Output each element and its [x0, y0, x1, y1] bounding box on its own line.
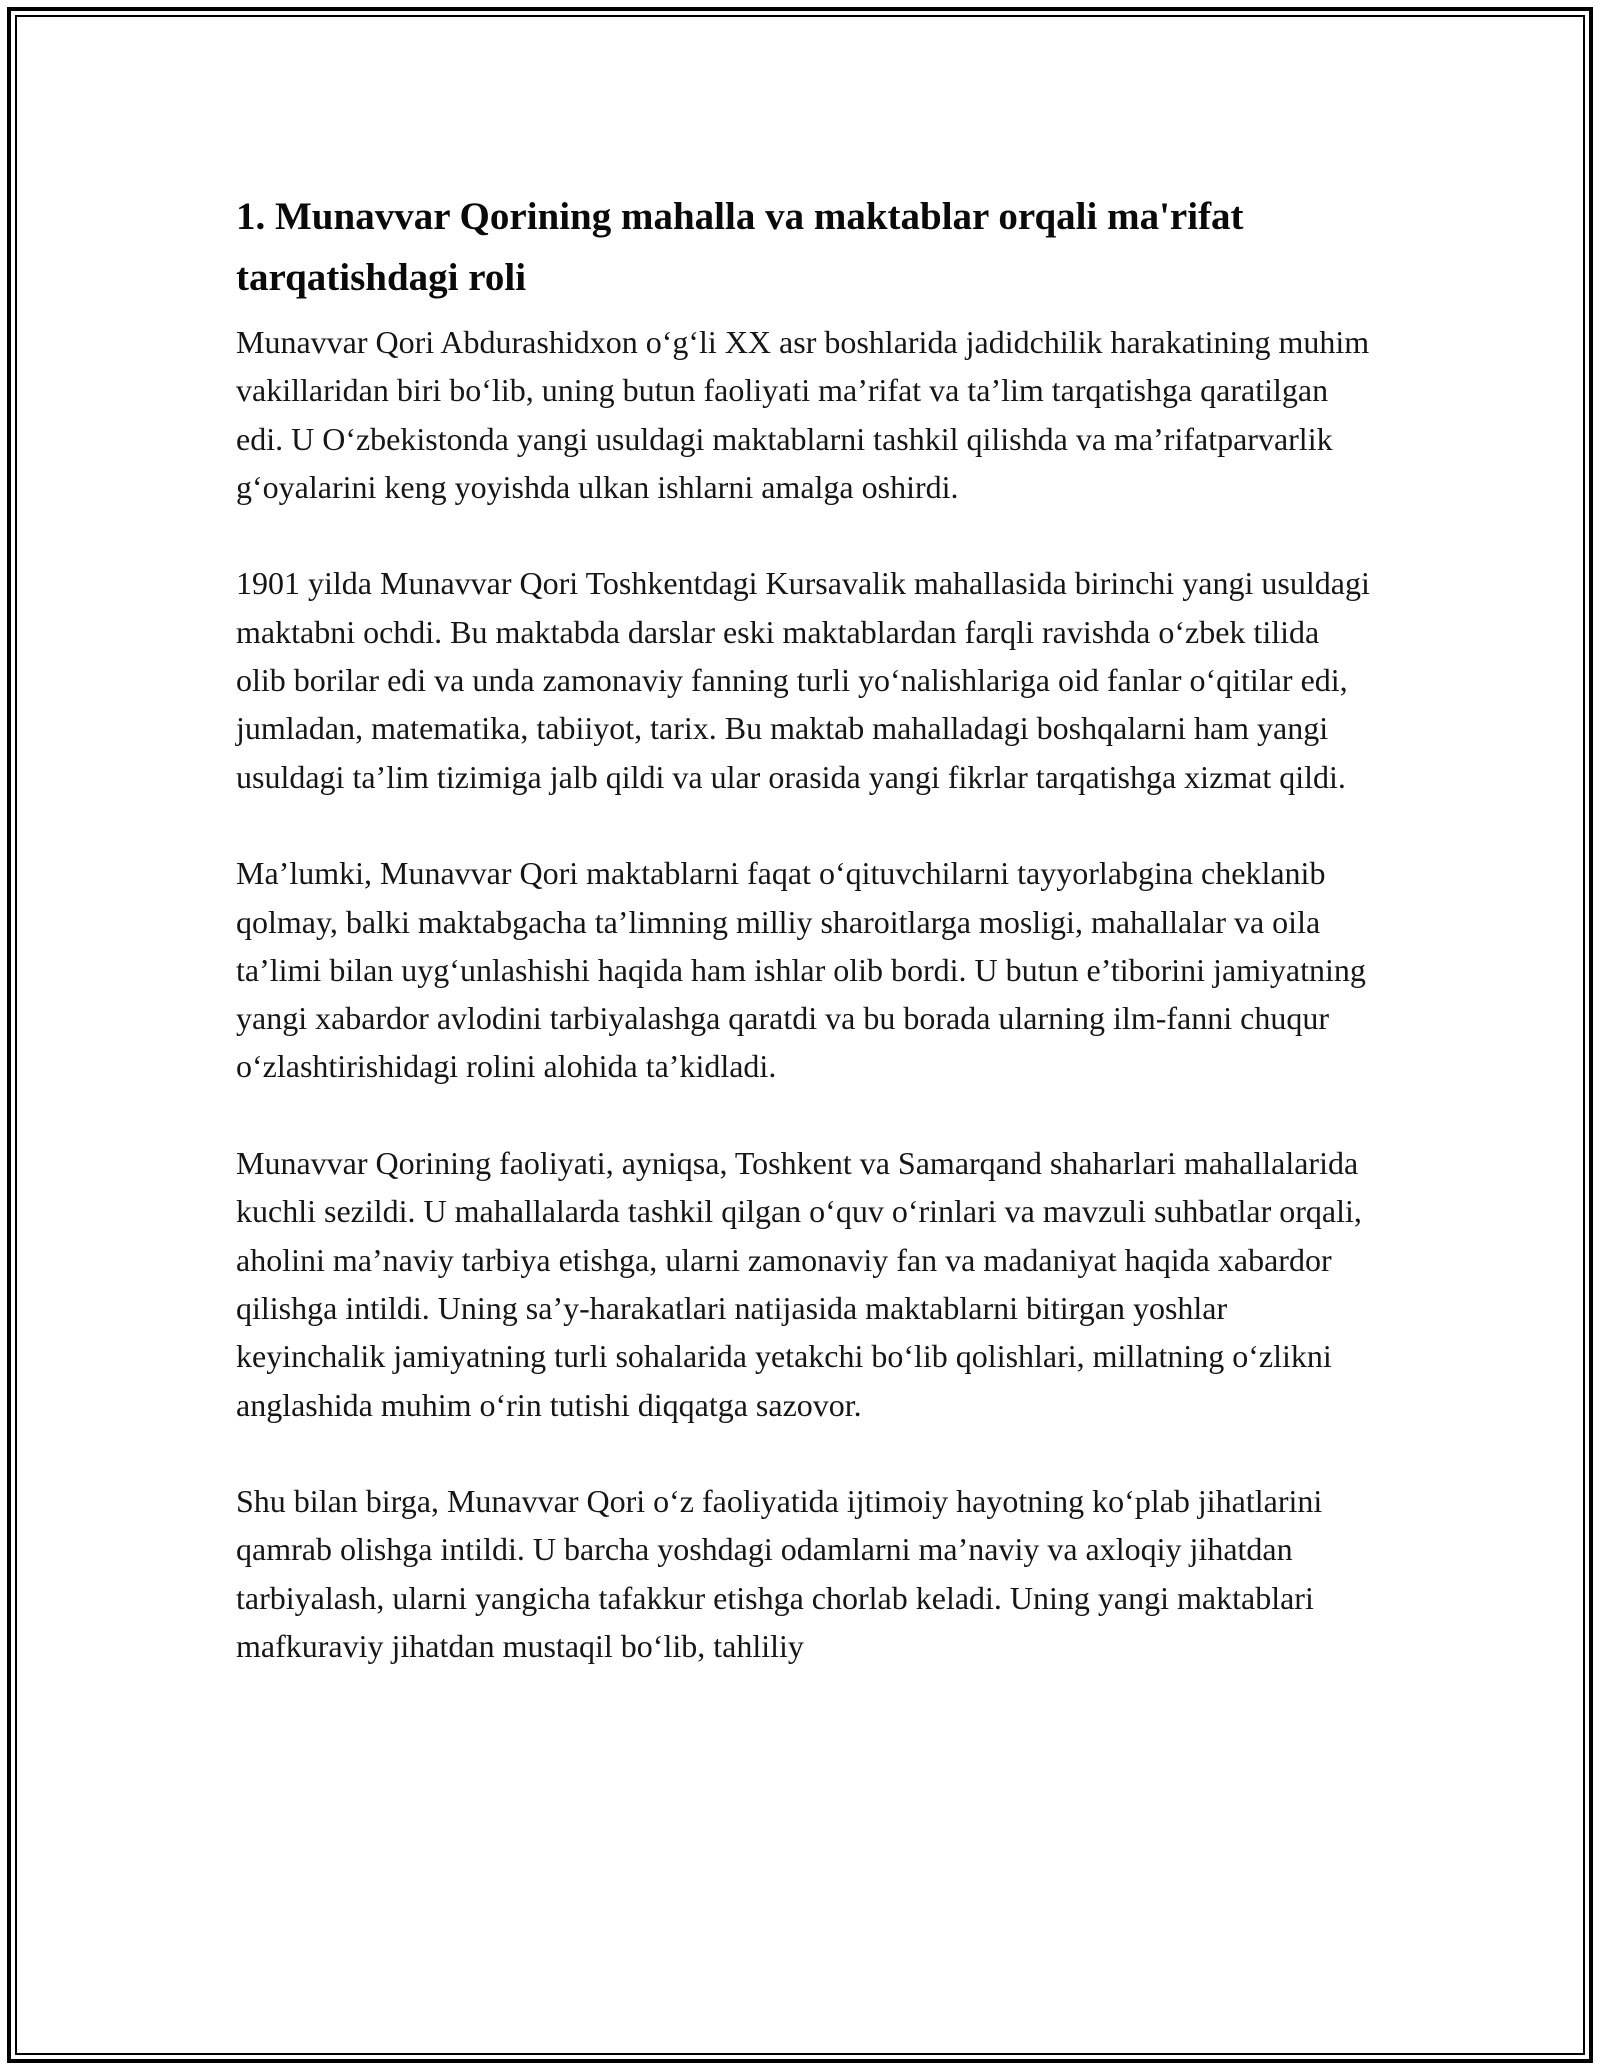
document-body	[236, 186, 1376, 1670]
section-heading: 1. Munavvar Qorining mahalla va maktablar orqali ma'rifat tarqatishdagi roli	[236, 195, 1244, 299]
paragraph-4: Munavvar Qorining faoliyati, ayniqsa, Toshkent va Samarqand shaharlari mahallalarida kuchli sezildi. U mahallalarda tashkil qilgan o‘quv o‘rinlari va mavzuli suhbatlar orqali, aholini ma’naviy tarbiya etishga, ularni zamonaviy fan va madaniyat haqida xabardor qilishga intildi. Uning sa’y-harakatlari natijasida maktablarni bitirgan yoshlar keyinchalik jamiyatning turli sohalarida yetakchi bo‘lib qolishlari, millatning o‘zlikni anglashida muhim o‘rin tutishi diqqatga sazovor.	[236, 1145, 1362, 1423]
paragraph-5: Shu bilan birga, Munavvar Qori o‘z faoliyatida ijtimoiy hayotning ko‘plab jihatlarini qamrab olishga intildi. U barcha yoshdagi odamlarni ma’naviy va axloqiy jihatdan tarbiyalash, ularni yangicha tafakkur etishga chorlab keladi. Uning yangi maktablari mafkuraviy jihatdan mustaqil bo‘lib, tahliliy	[236, 1483, 1323, 1665]
paragraph-1: Munavvar Qori Abdurashidxon o‘g‘li XX asr boshlarida jadidchilik harakatining muhim vakillaridan biri bo‘lib, uning butun faoliyati ma’rifat va ta’lim tarqatishga qaratilgan edi. U O‘zbekistonda yangi usuldagi maktablarni tashkil qilishda va ma’rifatparvarlik g‘oyalarini keng yoyishda ulkan ishlarni amalga oshirdi.	[236, 324, 1370, 505]
paragraph-3: Ma’lumki, Munavvar Qori maktablarni faqat o‘qituvchilarni tayyorlabgina cheklanib qolmay, balki maktabgacha ta’limning milliy sharoitlarga mosligi, mahallalar va oila ta’limi bilan uyg‘unlashishi haqida ham ishlar olib bordi. U butun e’tiborini jamiyatning yangi xabardor avlodini tarbiyalashga qaratdi va bu borada ularning ilm-fanni chuqur o‘zlashtirishidagi rolini alohida ta’kidladi.	[236, 855, 1366, 1085]
paragraph-2: 1901 yilda Munavvar Qori Toshkentdagi Kursavalik mahallasida birinchi yangi usuldagi maktabni ochdi. Bu maktabda darslar eski maktablardan farqli ravishda o‘zbek tilida olib borilar edi va unda zamonaviy fanning turli yo‘nalishlariga oid fanlar o‘qitilar edi, jumladan, matematika, tabiiyot, tarix. Bu maktab mahalladagi boshqalarni ham yangi usuldagi ta’lim tizimiga jalb qildi va ular orasida yangi fikrlar tarqatishga xizmat qildi.	[236, 565, 1370, 795]
